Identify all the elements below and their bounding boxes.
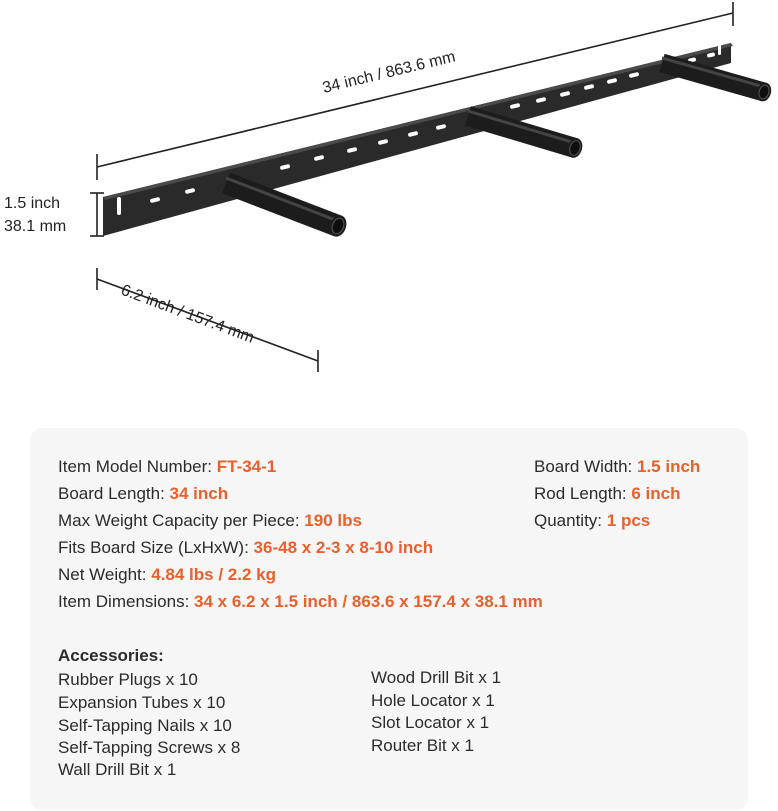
accessory-item: Self-Tapping Nails x 10 [58,716,232,735]
rod-left [226,178,349,239]
accessory-item: Slot Locator x 1 [371,713,490,732]
accessory-item: Rubber Plugs x 10 [58,670,198,689]
accessory-item: Self-Tapping Screws x 8 [58,738,241,757]
spec-rod-length: Rod Length: 6 inch [534,484,681,503]
height-inch-label: 1.5 inch [4,195,61,212]
spec-quantity: Quantity: 1 pcs [534,511,651,530]
spec-max-weight: Max Weight Capacity per Piece: 190 lbs [58,511,362,530]
accessory-item: Router Bit x 1 [371,736,474,755]
length-dimension [97,2,733,180]
accessory-item: Wall Drill Bit x 1 [58,760,177,779]
accessory-item: Hole Locator x 1 [371,691,495,710]
spec-net-weight: Net Weight: 4.84 lbs / 2.2 kg [58,565,276,584]
depth-label: 6.2 inch / 157.4 mm [118,281,257,347]
height-mm-label: 38.1 mm [4,218,67,235]
length-label: 34 inch / 863.6 mm [320,48,458,97]
spec-fits-board-size: Fits Board Size (LxHxW): 36-48 x 2-3 x 8-10 inch [58,538,434,557]
bracket-diagram [0,0,778,400]
spec-item-dimensions: Item Dimensions: 34 x 6.2 x 1.5 inch / 863.6 x 157.4 x 38.1 mm [58,592,543,611]
height-dimension [90,193,104,236]
spec-model-number: Item Model Number: FT-34-1 [58,457,277,476]
accessories-title: Accessories: [58,646,164,665]
spec-board-width: Board Width: 1.5 inch [534,457,701,476]
spec-board-length: Board Length: 34 inch [58,484,229,503]
accessory-item: Expansion Tubes x 10 [58,693,226,712]
accessory-item: Wood Drill Bit x 1 [371,668,502,687]
